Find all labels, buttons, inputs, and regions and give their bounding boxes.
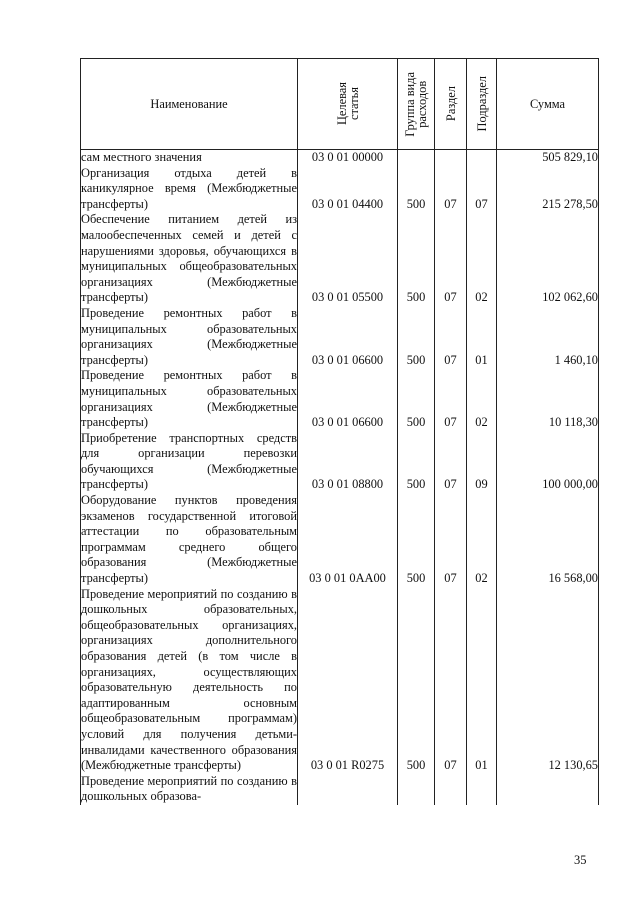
row-section: 07 (435, 212, 467, 306)
row-section (435, 774, 467, 805)
table-row (81, 493, 599, 587)
row-name: Приобретение транспортных средств для организации перевозки обучающихся (Межбюджетные трансферты) (81, 430, 297, 492)
row-group (398, 774, 435, 805)
row-section: 07 (435, 166, 467, 213)
row-name: Проведение мероприятий по созданию в дошкольных образова- (81, 773, 297, 804)
row-section (435, 150, 467, 166)
header-name: Наименование (81, 59, 298, 150)
header-target: Целевая статья (298, 59, 398, 150)
table-row (81, 774, 599, 805)
row-name: Проведение мероприятий по созданию в дошкольных образовательных, общеобразовательных организациях, организациях дополнительного образования детей (в том числе в организациях, осуществляющих образовательную деятельность по адаптированным основным общеобразовательным программам) условий для получения детьми-инвалидами качественного образования (Межбюджетные трансферты) (81, 586, 297, 773)
table-row (81, 166, 599, 213)
row-section: 07 (435, 493, 467, 587)
row-subsection: 02 (467, 212, 497, 306)
row-sum (497, 774, 599, 805)
row-section: 07 (435, 306, 467, 368)
header-group: Группа вида расходов (398, 59, 435, 150)
row-target: 03 0 01 04400 (298, 166, 398, 213)
row-name: Проведение ремонтных работ в муниципальных образовательных организациях (Межбюджетные трансферты) (81, 305, 297, 367)
header-subsection: Подраздел (467, 59, 497, 150)
row-sum: 100 000,00 (497, 431, 599, 493)
row-target: 03 0 01 05500 (298, 212, 398, 306)
table-row (81, 150, 599, 166)
row-sum: 16 568,00 (497, 493, 599, 587)
table-row (81, 306, 599, 368)
page-number: 35 (574, 853, 587, 867)
table-header-row (81, 59, 599, 150)
row-subsection: 07 (467, 166, 497, 213)
row-name: Проведение ремонтных работ в муниципальных образовательных организациях (Межбюджетные трансферты) (81, 368, 297, 430)
row-name: Оборудование пунктов проведения экзаменов государственной итоговой аттестации по образовательным программам среднего общего образования (Межбюджетные трансферты) (81, 493, 297, 586)
table-body (81, 150, 599, 805)
row-group: 500 (398, 306, 435, 368)
row-target: 03 0 01 00000 (298, 150, 398, 166)
row-subsection: 02 (467, 493, 497, 587)
row-subsection: 09 (467, 431, 497, 493)
row-group: 500 (398, 431, 435, 493)
row-subsection (467, 150, 497, 166)
row-name: сам местного значения (81, 150, 298, 166)
row-section: 07 (435, 431, 467, 493)
row-group: 500 (398, 212, 435, 306)
table-row (81, 587, 599, 774)
row-sum: 102 062,60 (497, 212, 599, 306)
budget-table (80, 58, 599, 805)
row-sum: 505 829,10 (497, 150, 599, 166)
row-target: 03 0 01 08800 (298, 431, 398, 493)
row-group: 500 (398, 166, 435, 213)
row-name: Обеспечение питанием детей из малообеспеченных семей и детей с нарушениями здоровья, обучающихся в муниципальных общеобразовательных организациях (Межбюджетные трансферты) (81, 212, 297, 305)
row-section: 07 (435, 587, 467, 774)
row-subsection: 01 (467, 587, 497, 774)
row-group: 500 (398, 368, 435, 430)
row-group: 500 (398, 493, 435, 587)
row-sum: 1 460,10 (497, 306, 599, 368)
row-target: 03 0 01 06600 (298, 368, 398, 430)
header-section: Раздел (435, 59, 467, 150)
row-target: 03 0 01 R0275 (298, 587, 398, 774)
header-sum: Сумма (497, 59, 599, 150)
row-target: 03 0 01 0АА00 (298, 493, 398, 587)
row-sum: 215 278,50 (497, 166, 599, 213)
row-name: Организация отдыха детей в каникулярное время (Межбюджетные трансферты) (81, 165, 297, 211)
row-subsection: 01 (467, 306, 497, 368)
row-group: 500 (398, 587, 435, 774)
row-section: 07 (435, 368, 467, 430)
row-sum: 10 118,30 (497, 368, 599, 430)
row-subsection: 02 (467, 368, 497, 430)
table-row (81, 431, 599, 493)
row-sum: 12 130,65 (497, 587, 599, 774)
row-group (398, 150, 435, 166)
row-target: 03 0 01 06600 (298, 306, 398, 368)
table-row (81, 368, 599, 430)
table-row (81, 212, 599, 306)
row-subsection (467, 774, 497, 805)
row-target (298, 774, 398, 805)
